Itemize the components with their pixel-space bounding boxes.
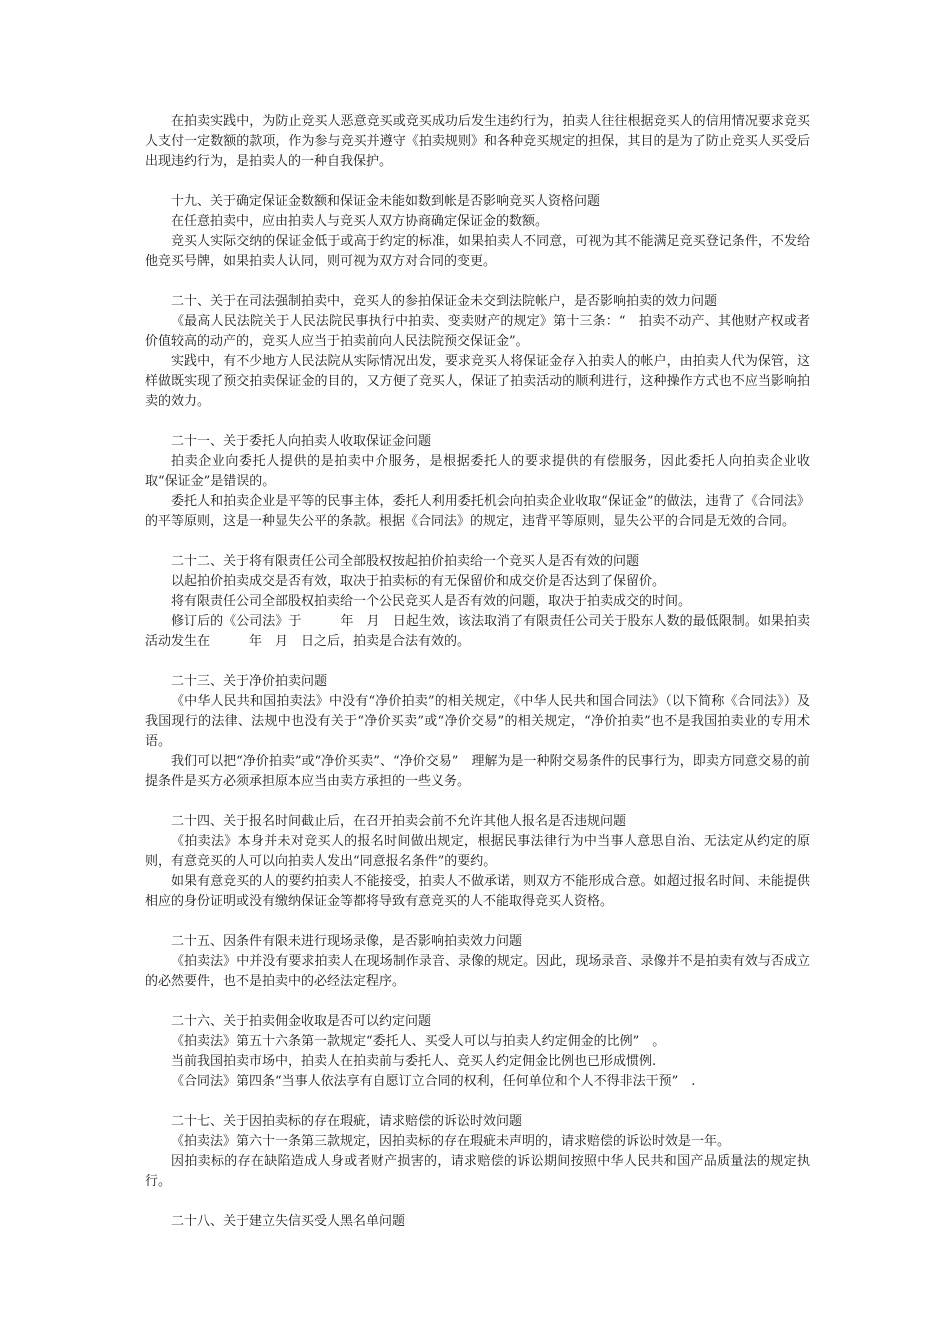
section-25	[145, 932, 810, 992]
paragraph: 在拍卖实践中，为防止竞买人恶意竞买或竞买成功后发生违约行为，拍卖人往往根据竞买人的信用情况要求竞买人支付一定数额的款项，作为参与竞买并遵守《拍卖规则》和各种竞买规定的担保，其目的是为了防止竞买人买受后出现违约行为，是拍卖人的一种自我保护。	[145, 114, 810, 169]
section-intro	[145, 112, 810, 172]
paragraph: 《拍卖法》第五十六条第一款规定“委托人、买受人可以与拍卖人约定佣金的比例” 。	[171, 1034, 666, 1049]
paragraph: 《拍卖法》本身并未对竞买人的报名时间做出规定，根据民事法律行为中当事人意思自治、无法定从约定的原则，有意竞买的人可以向拍卖人发出“同意报名条件”的要约。	[145, 834, 810, 869]
paragraph: 《合同法》第四条“当事人依法享有自愿订立合同的权利，任何单位和个人不得非法干预” .	[171, 1074, 696, 1089]
paragraph: 竞买人实际交纳的保证金低于或高于约定的标准，如果拍卖人不同意，可视为其不能满足竞买登记条件，不发给他竞买号牌，如果拍卖人认同，则可视为双方对合同的变更。	[145, 234, 810, 269]
paragraph: 拍卖企业向委托人提供的是拍卖中介服务，是根据委托人的要求提供的有偿服务，因此委托人向拍卖企业收取“保证金”是错误的。	[145, 454, 810, 489]
paragraph: 《拍卖法》中并没有要求拍卖人在现场制作录音、录像的规定。因此，现场录音、录像并不是拍卖有效与否成立的必然要件，也不是拍卖中的必经法定程序。	[145, 954, 810, 989]
paragraph: 《中华人民共和国拍卖法》中没有“净价拍卖”的相关规定，《中华人民共和国合同法》（以下简称《合同法》）及我国现行的法律、法规中也没有关于“净价买卖”或“净价交易”的相关规定，“净价拍卖”也不是我国拍卖业的专用术语。	[145, 694, 810, 749]
document-page	[145, 112, 810, 1252]
paragraph: 《拍卖法》第六十一条第三款规定，因拍卖标的存在瑕疵未声明的，请求赔偿的诉讼时效是一年。	[171, 1134, 731, 1149]
section-heading: 十九、关于确定保证金数额和保证金未能如数到帐是否影响竞买人资格问题	[171, 194, 601, 209]
paragraph: 以起拍价拍卖成交是否有效，取决于拍卖标的有无保留价和成交价是否达到了保留价。	[171, 574, 666, 589]
section-26	[145, 1012, 810, 1092]
section-19	[145, 192, 810, 272]
section-heading: 二十三、关于净价拍卖问题	[171, 674, 328, 689]
paragraph: 因拍卖标的存在缺陷造成人身或者财产损害的，请求赔偿的诉讼期间按照中华人民共和国产品质量法的规定执行。	[145, 1154, 810, 1189]
section-21	[145, 432, 810, 532]
section-22	[145, 552, 810, 652]
paragraph: 委托人和拍卖企业是平等的民事主体，委托人利用委托机会向拍卖企业收取“保证金”的做法，违背了《合同法》的平等原则，这是一种显失公平的条款。根据《合同法》的规定，违背平等原则，显失公平的合同是无效的合同。	[145, 494, 810, 529]
section-23	[145, 672, 810, 792]
section-heading: 二十八、关于建立失信买受人黑名单问题	[171, 1214, 406, 1229]
section-heading: 二十七、关于因拍卖标的存在瑕疵，请求赔偿的诉讼时效问题	[171, 1114, 523, 1129]
section-heading: 二十六、关于拍卖佣金收取是否可以约定问题	[171, 1014, 432, 1029]
paragraph: 修订后的《公司法》于 年 月 日起生效，该法取消了有限责任公司关于股东人数的最低限制。如果拍卖活动发生在 年 月 日之后，拍卖是合法有效的。	[145, 614, 810, 649]
paragraph: 我们可以把“净价拍卖”或“净价买卖”、“净价交易” 理解为是一种附交易条件的民事行为，即卖方同意交易的前提条件是买方必须承担原本应当由卖方承担的一些义务。	[145, 754, 810, 789]
section-24	[145, 812, 810, 912]
section-heading: 二十、关于在司法强制拍卖中，竞买人的参拍保证金未交到法院帐户，是否影响拍卖的效力问题	[171, 294, 718, 309]
section-27	[145, 1112, 810, 1192]
paragraph: 如果有意竞买的人的要约拍卖人不能接受，拍卖人不做承诺，则双方不能形成合意。如超过报名时间、未能提供相应的身份证明或没有缴纳保证金等都将导致有意竞买的人不能取得竞买人资格。	[145, 874, 810, 909]
section-heading: 二十二、关于将有限责任公司全部股权按起拍价拍卖给一个竞买人是否有效的问题	[171, 554, 640, 569]
section-heading: 二十四、关于报名时间截止后，在召开拍卖会前不允许其他人报名是否违规问题	[171, 814, 627, 829]
paragraph: 《最高人民法院关于人民法院民事执行中拍卖、变卖财产的规定》第十三条：“ 拍卖不动产、其他财产权或者价值较高的动产的，竞买人应当于拍卖前向人民法院预交保证金”。	[145, 314, 810, 349]
paragraph: 在任意拍卖中，应由拍卖人与竞买人双方协商确定保证金的数额。	[171, 214, 549, 229]
paragraph: 将有限责任公司全部股权拍卖给一个公民竞买人是否有效的问题，取决于拍卖成交的时间。	[171, 594, 692, 609]
section-28	[145, 1212, 810, 1232]
section-20	[145, 292, 810, 412]
paragraph: 实践中，有不少地方人民法院从实际情况出发，要求竞买人将保证金存入拍卖人的帐户，由拍卖人代为保管，这样做既实现了预交拍卖保证金的目的，又方便了竞买人，保证了拍卖活动的顺利进行，这种操作方式也不应当影响拍卖的效力。	[145, 354, 810, 409]
paragraph: 当前我国拍卖市场中，拍卖人在拍卖前与委托人、竞买人约定佣金比例也已形成惯例.	[171, 1054, 657, 1069]
section-heading: 二十五、因条件有限未进行现场录像，是否影响拍卖效力问题	[171, 934, 523, 949]
section-heading: 二十一、关于委托人向拍卖人收取保证金问题	[171, 434, 432, 449]
